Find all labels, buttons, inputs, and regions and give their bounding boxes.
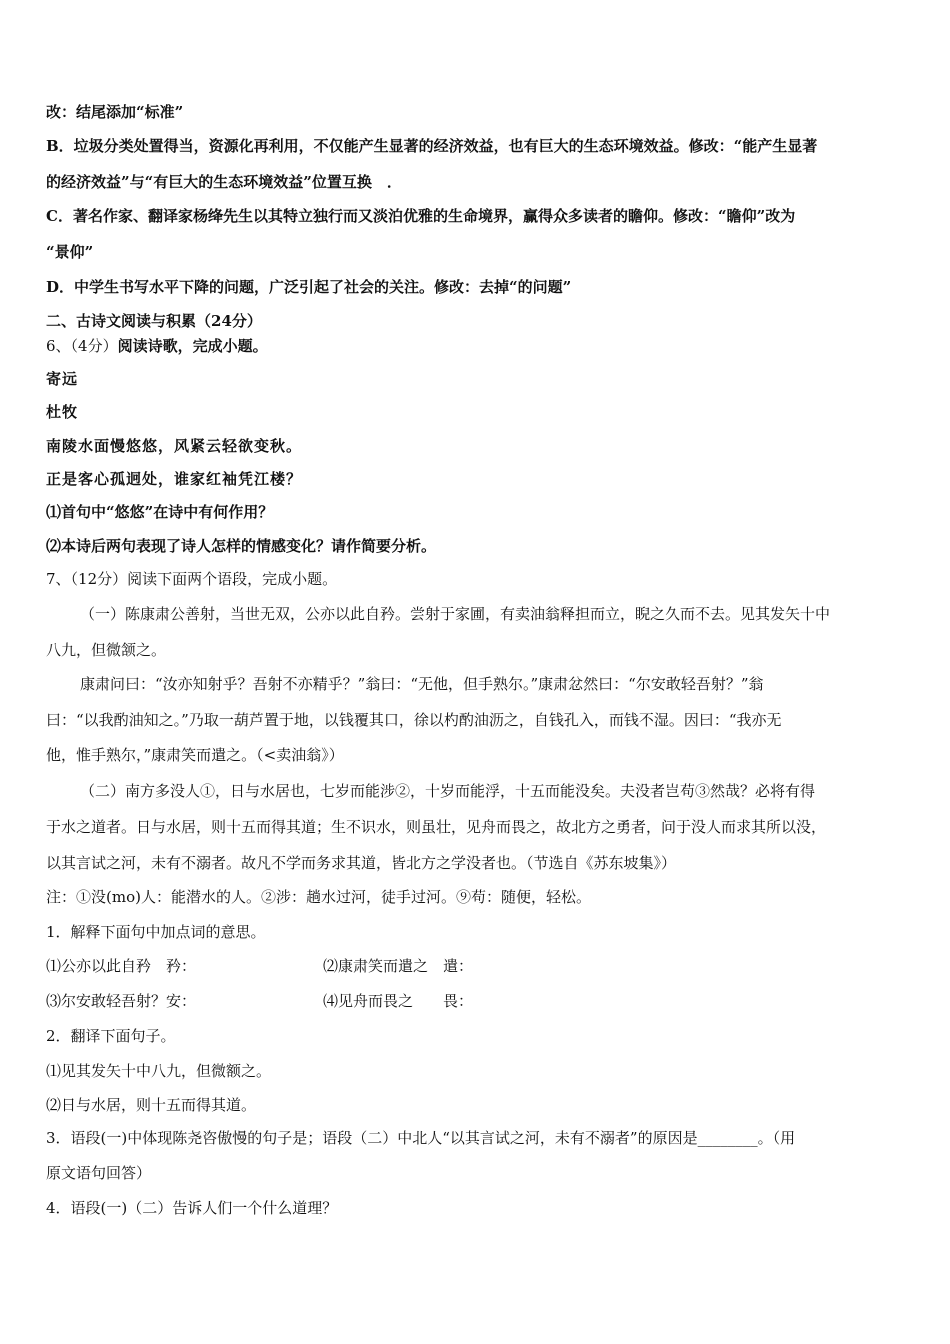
- passage-notes: 注：①没(mo)人：能潜水的人。②涉：趟水过河，徒手过河。⑨苟：随便，轻松。: [46, 888, 591, 906]
- passage1b-line2: 曰：“以我酌油知之。”乃取一葫芦置于地，以钱覆其口，徐以杓酌油沥之，自钱孔入，而钱不湿。因曰：“我亦无: [46, 711, 782, 729]
- q6-stem-prefix: 6、（4分）: [46, 337, 118, 355]
- q5-option-b-line2: 的经济效益”与“有巨大的生态环境效益”位置互换 ．: [46, 173, 402, 191]
- passage1b-line3: 他，惟手熟尔，”康肃笑而遣之。（<卖油翁》）: [46, 746, 344, 764]
- q5-option-a-end: 改：结尾添加“标准”: [46, 103, 184, 121]
- passage2-line2: 于水之道者。日与水居，则十五而得其道；生不识水，则虽壮，见舟而畏之，故北方之勇者，问于没人而求其所以没，: [46, 818, 827, 836]
- q7-sub1-item-b: ⑵康肃笑而遣之 遣：: [323, 957, 474, 975]
- q7-sub1-row1: [46, 956, 908, 976]
- q6-stem: [46, 336, 908, 356]
- q5-option-c-line2: “景仰”: [46, 243, 94, 261]
- passage1-line2: 八九，但微颔之。: [46, 641, 167, 659]
- poem-line-2: 正是客心孤迥处，谁家红袖凭江楼？: [46, 470, 303, 488]
- q7-sub4: 4．语段(一)（二）告诉人们一个什么道理？: [46, 1199, 338, 1217]
- poem-line-1: 南陵水面慢悠悠，风紧云轻欲变秋。: [46, 437, 303, 455]
- passage1-line1: （一）陈康肃公善射，当世无双，公亦以此自矜。尝射于家圃，有卖油翁释担而立，睨之久而不去。见其发矢十中: [80, 605, 831, 623]
- passage1b-line1: 康肃问曰：“汝亦知射乎？吾射不亦精乎？”翁曰：“无他，但手熟尔。”康肃忿然曰：“尔安敢轻吾射？”翁: [80, 675, 764, 693]
- q6-sub-question-2: ⑵本诗后两句表现了诗人怎样的情感变化？请作简要分析。: [46, 537, 437, 555]
- q7-sub1-row2: [46, 991, 908, 1011]
- section-heading: 二、古诗文阅读与积累（24分）: [46, 312, 262, 330]
- q7-sub1-item-a: ⑴公亦以此自矜 矜：: [46, 957, 197, 975]
- q7-sub3-line2: 原文语句回答）: [46, 1164, 152, 1182]
- q7-sub1-item-c: ⑶尔安敢轻吾射？安：: [46, 992, 197, 1010]
- q7-stem: 7、（12分）阅读下面两个语段，完成小题。: [46, 570, 338, 588]
- q6-sub-question-1: ⑴首句中“悠悠”在诗中有何作用？: [46, 503, 274, 521]
- q5-option-b-line1: B．垃圾分类处置得当，资源化再利用，不仅能产生显著的经济效益，也有巨大的生态环境效益。修改：“能产生显著: [46, 137, 818, 155]
- q5-option-d: D．中学生书写水平下降的问题，广泛引起了社会的关注。修改：去掉“的问题”: [46, 278, 572, 296]
- q7-sub2-title: 2．翻译下面句子。: [46, 1027, 176, 1045]
- q6-stem-main: 阅读诗歌，完成小题。: [117, 337, 268, 355]
- q7-sub1-title: 1．解释下面句中加点词的意思。: [46, 923, 266, 941]
- q5-option-c-line1: C．著名作家、翻译家杨绛先生以其特立独行而又淡泊优雅的生命境界，赢得众多读者的瞻仰。修改：“瞻仰”改为: [46, 207, 796, 225]
- passage2-line1: （二）南方多没人①，日与水居也，七岁而能涉②，十岁而能浮，十五而能没矣。夫没者岂苟③然哉？必将有得: [80, 782, 816, 800]
- passage2-line3: 以其言试之河，未有不溺者。故凡不学而务求其道，皆北方之学没者也。（节选自《苏东坡集》）: [46, 854, 677, 872]
- poem-author: 杜牧: [46, 403, 79, 421]
- q7-sub2-item-b: ⑵日与水居，则十五而得其道。: [46, 1096, 257, 1114]
- q7-sub1-item-d: ⑷见舟而畏之 畏：: [323, 992, 474, 1010]
- poem-title: 寄远: [46, 370, 79, 388]
- q7-sub3-line1: 3．语段(一)中体现陈尧咨傲慢的句子是；语段（二）中北人“以其言试之河，未有不溺者”的原因是________。（用: [46, 1129, 796, 1147]
- q7-sub2-item-a: ⑴见其发矢十中八九，但微额之。: [46, 1062, 272, 1080]
